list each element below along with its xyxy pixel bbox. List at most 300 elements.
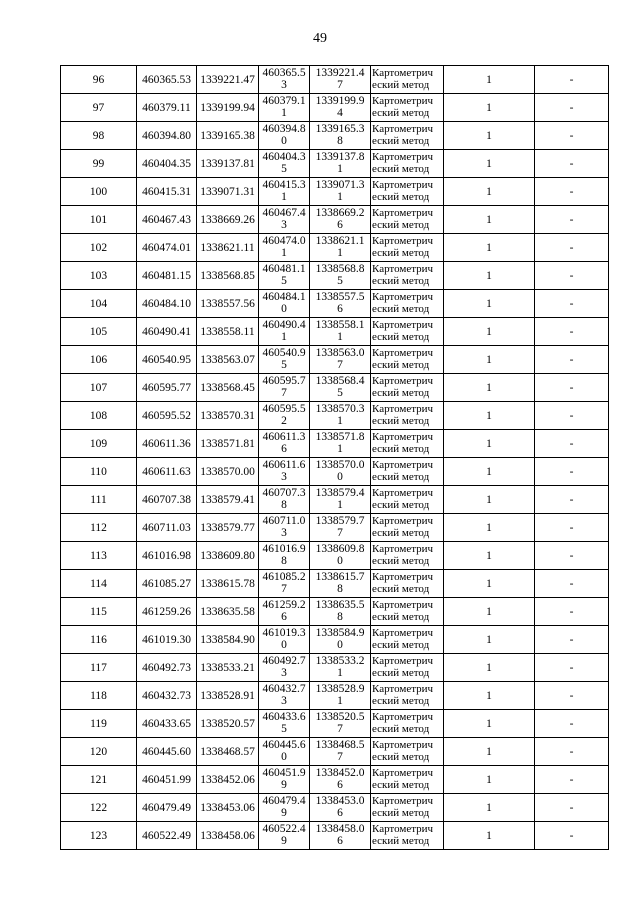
x-coordinate-2-cell-line2: 3 xyxy=(281,79,287,91)
y-coordinate-cell: 1338570.00 xyxy=(197,458,259,486)
method-cell-line2: еский метод xyxy=(372,611,430,623)
note-cell: - xyxy=(535,178,609,206)
accuracy-cell: 1 xyxy=(444,318,535,346)
y-coordinate-2-cell xyxy=(310,542,371,570)
y-coordinate-2-cell-line1: 1338453.0 xyxy=(315,795,365,807)
y-coordinate-cell: 1338453.06 xyxy=(197,794,259,822)
method-cell-line1: Картометрич xyxy=(372,627,434,639)
x-coordinate-2-cell xyxy=(259,206,310,234)
point-number-cell: 110 xyxy=(61,458,137,486)
method-cell-line1: Картометрич xyxy=(372,291,434,303)
y-coordinate-2-cell-line1: 1338669.2 xyxy=(315,207,365,219)
x-coordinate-2-cell xyxy=(259,766,310,794)
y-coordinate-cell: 1338615.78 xyxy=(197,570,259,598)
x-coordinate-2-cell-line1: 460711.0 xyxy=(262,515,306,527)
y-coordinate-2-cell-line1: 1339199.9 xyxy=(315,95,365,107)
y-coordinate-2-cell-line1: 1338458.0 xyxy=(315,823,365,835)
accuracy-cell: 1 xyxy=(444,178,535,206)
method-cell xyxy=(371,710,444,738)
accuracy-cell: 1 xyxy=(444,346,535,374)
method-cell-line1: Картометрич xyxy=(372,515,434,527)
x-coordinate-cell: 460707.38 xyxy=(137,486,197,514)
point-number-cell: 99 xyxy=(61,150,137,178)
method-cell-line2: еский метод xyxy=(372,443,430,455)
method-cell-line1: Картометрич xyxy=(372,179,434,191)
y-coordinate-2-cell-line2: 1 xyxy=(337,415,343,427)
table-row xyxy=(61,682,609,710)
x-coordinate-cell: 460492.73 xyxy=(137,654,197,682)
x-coordinate-2-cell-line1: 460492.7 xyxy=(262,655,306,667)
note-cell: - xyxy=(535,626,609,654)
y-coordinate-2-cell-line1: 1338568.4 xyxy=(315,375,365,387)
y-coordinate-cell: 1338669.26 xyxy=(197,206,259,234)
y-coordinate-2-cell xyxy=(310,738,371,766)
table-row xyxy=(61,122,609,150)
point-number-cell: 100 xyxy=(61,178,137,206)
point-number-cell: 109 xyxy=(61,430,137,458)
note-cell: - xyxy=(535,234,609,262)
y-coordinate-cell: 1338533.21 xyxy=(197,654,259,682)
table-row xyxy=(61,94,609,122)
note-cell: - xyxy=(535,654,609,682)
accuracy-cell: 1 xyxy=(444,738,535,766)
accuracy-cell: 1 xyxy=(444,654,535,682)
table-row xyxy=(61,738,609,766)
y-coordinate-2-cell xyxy=(310,150,371,178)
x-coordinate-2-cell xyxy=(259,402,310,430)
x-coordinate-2-cell-line1: 460522.4 xyxy=(262,823,306,835)
x-coordinate-cell: 460595.77 xyxy=(137,374,197,402)
note-cell: - xyxy=(535,570,609,598)
y-coordinate-2-cell-line1: 1338533.2 xyxy=(315,655,365,667)
x-coordinate-2-cell-line2: 0 xyxy=(281,751,287,763)
y-coordinate-2-cell xyxy=(310,598,371,626)
x-coordinate-2-cell-line1: 460479.4 xyxy=(262,795,306,807)
note-cell: - xyxy=(535,150,609,178)
x-coordinate-2-cell-line2: 2 xyxy=(281,415,287,427)
accuracy-cell: 1 xyxy=(444,94,535,122)
accuracy-cell: 1 xyxy=(444,66,535,94)
x-coordinate-2-cell-line2: 9 xyxy=(281,835,287,847)
y-coordinate-cell: 1338571.81 xyxy=(197,430,259,458)
x-coordinate-cell: 460467.43 xyxy=(137,206,197,234)
y-coordinate-2-cell-line2: 1 xyxy=(337,499,343,511)
method-cell-line2: еский метод xyxy=(372,135,430,147)
method-cell-line1: Картометрич xyxy=(372,123,434,135)
y-coordinate-2-cell-line2: 1 xyxy=(337,163,343,175)
x-coordinate-cell: 460394.80 xyxy=(137,122,197,150)
method-cell xyxy=(371,318,444,346)
method-cell-line2: еский метод xyxy=(372,247,430,259)
x-coordinate-cell: 461019.30 xyxy=(137,626,197,654)
table-row xyxy=(61,262,609,290)
note-cell: - xyxy=(535,794,609,822)
point-number-cell: 115 xyxy=(61,598,137,626)
x-coordinate-2-cell-line1: 460484.1 xyxy=(262,291,306,303)
note-cell: - xyxy=(535,514,609,542)
table-row xyxy=(61,542,609,570)
method-cell xyxy=(371,570,444,598)
x-coordinate-2-cell-line2: 1 xyxy=(281,331,287,343)
method-cell-line1: Картометрич xyxy=(372,739,434,751)
y-coordinate-2-cell-line1: 1338609.8 xyxy=(315,543,365,555)
method-cell-line2: еский метод xyxy=(372,303,430,315)
x-coordinate-2-cell-line2: 6 xyxy=(281,611,287,623)
x-coordinate-2-cell-line1: 460451.9 xyxy=(262,767,306,779)
accuracy-cell: 1 xyxy=(444,626,535,654)
x-coordinate-2-cell-line2: 3 xyxy=(281,219,287,231)
method-cell xyxy=(371,766,444,794)
y-coordinate-2-cell-line1: 1339165.3 xyxy=(315,123,365,135)
y-coordinate-2-cell-line1: 1339137.8 xyxy=(315,151,365,163)
x-coordinate-2-cell-line1: 461259.2 xyxy=(262,599,306,611)
y-coordinate-2-cell xyxy=(310,710,371,738)
x-coordinate-2-cell xyxy=(259,514,310,542)
table-row xyxy=(61,598,609,626)
y-coordinate-2-cell-line1: 1338558.1 xyxy=(315,319,365,331)
point-number-cell: 123 xyxy=(61,822,137,850)
method-cell-line2: еский метод xyxy=(372,555,430,567)
note-cell: - xyxy=(535,486,609,514)
y-coordinate-2-cell-line1: 1338570.0 xyxy=(315,459,365,471)
y-coordinate-2-cell xyxy=(310,682,371,710)
point-number-cell: 111 xyxy=(61,486,137,514)
x-coordinate-2-cell-line1: 460415.3 xyxy=(262,179,306,191)
x-coordinate-2-cell-line1: 460490.4 xyxy=(262,319,306,331)
x-coordinate-cell: 460522.49 xyxy=(137,822,197,850)
method-cell xyxy=(371,206,444,234)
x-coordinate-2-cell xyxy=(259,598,310,626)
y-coordinate-cell: 1338568.45 xyxy=(197,374,259,402)
y-coordinate-2-cell xyxy=(310,458,371,486)
y-coordinate-cell: 1338528.91 xyxy=(197,682,259,710)
y-coordinate-2-cell-line2: 6 xyxy=(337,807,343,819)
accuracy-cell: 1 xyxy=(444,374,535,402)
x-coordinate-2-cell-line2: 1 xyxy=(281,191,287,203)
note-cell: - xyxy=(535,822,609,850)
page-number: 49 xyxy=(313,31,327,46)
x-coordinate-2-cell xyxy=(259,570,310,598)
table-row xyxy=(61,66,609,94)
y-coordinate-2-cell xyxy=(310,794,371,822)
point-number-cell: 119 xyxy=(61,710,137,738)
y-coordinate-2-cell-line2: 0 xyxy=(337,639,343,651)
x-coordinate-2-cell-line1: 460432.7 xyxy=(262,683,306,695)
x-coordinate-2-cell xyxy=(259,430,310,458)
point-number-cell: 105 xyxy=(61,318,137,346)
y-coordinate-2-cell-line1: 1338468.5 xyxy=(315,739,365,751)
method-cell-line1: Картометрич xyxy=(372,403,434,415)
x-coordinate-2-cell-line2: 5 xyxy=(281,359,287,371)
x-coordinate-2-cell-line1: 460379.1 xyxy=(262,95,306,107)
x-coordinate-2-cell xyxy=(259,542,310,570)
y-coordinate-cell: 1338635.58 xyxy=(197,598,259,626)
x-coordinate-2-cell xyxy=(259,122,310,150)
note-cell: - xyxy=(535,682,609,710)
method-cell-line1: Картометрич xyxy=(372,599,434,611)
x-coordinate-2-cell xyxy=(259,262,310,290)
table-row xyxy=(61,150,609,178)
accuracy-cell: 1 xyxy=(444,150,535,178)
table-row xyxy=(61,458,609,486)
table-row xyxy=(61,654,609,682)
x-coordinate-2-cell xyxy=(259,66,310,94)
table-row xyxy=(61,514,609,542)
y-coordinate-2-cell-line1: 1338635.5 xyxy=(315,599,365,611)
method-cell-line2: еский метод xyxy=(372,695,430,707)
method-cell xyxy=(371,150,444,178)
x-coordinate-cell: 460490.41 xyxy=(137,318,197,346)
accuracy-cell: 1 xyxy=(444,122,535,150)
y-coordinate-2-cell xyxy=(310,318,371,346)
method-cell xyxy=(371,402,444,430)
x-coordinate-2-cell-line1: 460433.6 xyxy=(262,711,306,723)
method-cell-line1: Картометрич xyxy=(372,683,434,695)
method-cell-line2: еский метод xyxy=(372,807,430,819)
y-coordinate-2-cell-line2: 1 xyxy=(337,331,343,343)
y-coordinate-2-cell-line1: 1338452.0 xyxy=(315,767,365,779)
table-row xyxy=(61,206,609,234)
x-coordinate-cell: 460611.36 xyxy=(137,430,197,458)
y-coordinate-2-cell-line2: 5 xyxy=(337,275,343,287)
y-coordinate-2-cell xyxy=(310,486,371,514)
point-number-cell: 98 xyxy=(61,122,137,150)
y-coordinate-2-cell-line2: 7 xyxy=(337,79,343,91)
method-cell xyxy=(371,290,444,318)
note-cell: - xyxy=(535,206,609,234)
note-cell: - xyxy=(535,122,609,150)
method-cell xyxy=(371,542,444,570)
method-cell xyxy=(371,822,444,850)
method-cell-line2: еский метод xyxy=(372,583,430,595)
accuracy-cell: 1 xyxy=(444,430,535,458)
y-coordinate-2-cell xyxy=(310,122,371,150)
accuracy-cell: 1 xyxy=(444,598,535,626)
x-coordinate-2-cell-line2: 3 xyxy=(281,667,287,679)
x-coordinate-2-cell-line2: 8 xyxy=(281,555,287,567)
note-cell: - xyxy=(535,598,609,626)
table-row xyxy=(61,290,609,318)
method-cell xyxy=(371,514,444,542)
x-coordinate-2-cell-line1: 460404.3 xyxy=(262,151,306,163)
method-cell-line2: еский метод xyxy=(372,387,430,399)
y-coordinate-cell: 1338579.41 xyxy=(197,486,259,514)
accuracy-cell: 1 xyxy=(444,262,535,290)
method-cell-line2: еский метод xyxy=(372,751,430,763)
x-coordinate-2-cell-line2: 7 xyxy=(281,583,287,595)
y-coordinate-cell: 1338452.06 xyxy=(197,766,259,794)
method-cell-line1: Картометрич xyxy=(372,823,434,835)
y-coordinate-2-cell-line1: 1338570.3 xyxy=(315,403,365,415)
x-coordinate-2-cell xyxy=(259,794,310,822)
y-coordinate-2-cell-line1: 1338568.8 xyxy=(315,263,365,275)
accuracy-cell: 1 xyxy=(444,710,535,738)
y-coordinate-2-cell-line2: 7 xyxy=(337,527,343,539)
method-cell xyxy=(371,458,444,486)
x-coordinate-2-cell-line1: 461016.9 xyxy=(262,543,306,555)
x-coordinate-cell: 461259.26 xyxy=(137,598,197,626)
method-cell-line2: еский метод xyxy=(372,191,430,203)
accuracy-cell: 1 xyxy=(444,766,535,794)
x-coordinate-2-cell xyxy=(259,822,310,850)
y-coordinate-2-cell xyxy=(310,94,371,122)
x-coordinate-2-cell-line1: 460467.4 xyxy=(262,207,306,219)
table-body xyxy=(61,66,609,850)
x-coordinate-cell: 461085.27 xyxy=(137,570,197,598)
x-coordinate-cell: 460481.15 xyxy=(137,262,197,290)
point-number-cell: 97 xyxy=(61,94,137,122)
y-coordinate-cell: 1338558.11 xyxy=(197,318,259,346)
y-coordinate-2-cell-line2: 1 xyxy=(337,443,343,455)
table-row xyxy=(61,374,609,402)
accuracy-cell: 1 xyxy=(444,570,535,598)
table-row xyxy=(61,318,609,346)
y-coordinate-cell: 1338584.90 xyxy=(197,626,259,654)
y-coordinate-2-cell-line1: 1339221.4 xyxy=(315,67,365,79)
x-coordinate-cell: 460433.65 xyxy=(137,710,197,738)
y-coordinate-cell: 1338520.57 xyxy=(197,710,259,738)
x-coordinate-2-cell xyxy=(259,290,310,318)
x-coordinate-2-cell-line1: 460394.8 xyxy=(262,123,306,135)
point-number-cell: 117 xyxy=(61,654,137,682)
method-cell-line1: Картометрич xyxy=(372,67,434,79)
y-coordinate-cell: 1338621.11 xyxy=(197,234,259,262)
table-row xyxy=(61,570,609,598)
method-cell xyxy=(371,682,444,710)
x-coordinate-2-cell-line2: 9 xyxy=(281,807,287,819)
method-cell-line1: Картометрич xyxy=(372,655,434,667)
point-number-cell: 114 xyxy=(61,570,137,598)
note-cell: - xyxy=(535,66,609,94)
y-coordinate-2-cell-line2: 4 xyxy=(337,107,343,119)
y-coordinate-2-cell-line1: 1338621.1 xyxy=(315,235,365,247)
method-cell-line1: Картометрич xyxy=(372,795,434,807)
method-cell xyxy=(371,178,444,206)
method-cell xyxy=(371,430,444,458)
x-coordinate-2-cell-line2: 6 xyxy=(281,443,287,455)
x-coordinate-2-cell-line2: 9 xyxy=(281,779,287,791)
method-cell xyxy=(371,486,444,514)
x-coordinate-2-cell-line1: 460540.9 xyxy=(262,347,306,359)
note-cell: - xyxy=(535,766,609,794)
x-coordinate-2-cell xyxy=(259,626,310,654)
method-cell-line2: еский метод xyxy=(372,639,430,651)
note-cell: - xyxy=(535,374,609,402)
y-coordinate-2-cell-line2: 6 xyxy=(337,835,343,847)
y-coordinate-cell: 1338568.85 xyxy=(197,262,259,290)
point-number-cell: 107 xyxy=(61,374,137,402)
method-cell-line1: Картометрич xyxy=(372,543,434,555)
method-cell xyxy=(371,626,444,654)
x-coordinate-2-cell xyxy=(259,150,310,178)
table-row xyxy=(61,486,609,514)
y-coordinate-2-cell xyxy=(310,290,371,318)
method-cell-line2: еский метод xyxy=(372,499,430,511)
x-coordinate-cell: 460365.53 xyxy=(137,66,197,94)
method-cell xyxy=(371,122,444,150)
x-coordinate-2-cell-line1: 460595.7 xyxy=(262,375,306,387)
y-coordinate-2-cell-line2: 7 xyxy=(337,359,343,371)
point-number-cell: 122 xyxy=(61,794,137,822)
method-cell-line1: Картометрич xyxy=(372,431,434,443)
point-number-cell: 96 xyxy=(61,66,137,94)
note-cell: - xyxy=(535,318,609,346)
x-coordinate-2-cell xyxy=(259,654,310,682)
y-coordinate-2-cell-line1: 1338579.4 xyxy=(315,487,365,499)
table-row xyxy=(61,402,609,430)
x-coordinate-2-cell-line1: 460365.5 xyxy=(262,67,306,79)
y-coordinate-2-cell-line2: 7 xyxy=(337,751,343,763)
method-cell-line2: еский метод xyxy=(372,219,430,231)
x-coordinate-cell: 460711.03 xyxy=(137,514,197,542)
accuracy-cell: 1 xyxy=(444,542,535,570)
method-cell xyxy=(371,654,444,682)
y-coordinate-2-cell-line2: 6 xyxy=(337,303,343,315)
method-cell-line2: еский метод xyxy=(372,723,430,735)
x-coordinate-2-cell xyxy=(259,178,310,206)
accuracy-cell: 1 xyxy=(444,234,535,262)
note-cell: - xyxy=(535,346,609,374)
method-cell-line1: Картометрич xyxy=(372,767,434,779)
y-coordinate-2-cell-line2: 8 xyxy=(337,135,343,147)
x-coordinate-2-cell-line2: 5 xyxy=(281,275,287,287)
y-coordinate-cell: 1338563.07 xyxy=(197,346,259,374)
y-coordinate-2-cell-line1: 1338615.7 xyxy=(315,571,365,583)
x-coordinate-cell: 460595.52 xyxy=(137,402,197,430)
x-coordinate-2-cell xyxy=(259,682,310,710)
y-coordinate-cell: 1339165.38 xyxy=(197,122,259,150)
x-coordinate-2-cell-line2: 0 xyxy=(281,639,287,651)
method-cell-line1: Картометрич xyxy=(372,571,434,583)
table-row xyxy=(61,794,609,822)
note-cell: - xyxy=(535,738,609,766)
accuracy-cell: 1 xyxy=(444,402,535,430)
method-cell-line1: Картометрич xyxy=(372,207,434,219)
method-cell-line2: еский метод xyxy=(372,471,430,483)
method-cell-line2: еский метод xyxy=(372,79,430,91)
y-coordinate-cell: 1339137.81 xyxy=(197,150,259,178)
x-coordinate-2-cell xyxy=(259,374,310,402)
method-cell-line1: Картометрич xyxy=(372,711,434,723)
y-coordinate-2-cell-line2: 6 xyxy=(337,219,343,231)
y-coordinate-2-cell-line2: 0 xyxy=(337,471,343,483)
point-number-cell: 121 xyxy=(61,766,137,794)
x-coordinate-2-cell-line1: 460595.5 xyxy=(262,403,306,415)
y-coordinate-cell: 1339199.94 xyxy=(197,94,259,122)
y-coordinate-2-cell-line1: 1338571.8 xyxy=(315,431,365,443)
y-coordinate-2-cell xyxy=(310,766,371,794)
point-number-cell: 104 xyxy=(61,290,137,318)
y-coordinate-2-cell-line1: 1338563.0 xyxy=(315,347,365,359)
method-cell xyxy=(371,94,444,122)
point-number-cell: 102 xyxy=(61,234,137,262)
y-coordinate-2-cell-line2: 6 xyxy=(337,779,343,791)
x-coordinate-cell: 460479.49 xyxy=(137,794,197,822)
x-coordinate-2-cell-line1: 461085.2 xyxy=(262,571,306,583)
table-row xyxy=(61,346,609,374)
accuracy-cell: 1 xyxy=(444,290,535,318)
method-cell-line1: Картометрич xyxy=(372,487,434,499)
x-coordinate-2-cell-line2: 1 xyxy=(281,107,287,119)
x-coordinate-cell: 460415.31 xyxy=(137,178,197,206)
note-cell: - xyxy=(535,542,609,570)
x-coordinate-2-cell xyxy=(259,458,310,486)
accuracy-cell: 1 xyxy=(444,822,535,850)
point-number-cell: 118 xyxy=(61,682,137,710)
method-cell xyxy=(371,598,444,626)
y-coordinate-cell: 1338570.31 xyxy=(197,402,259,430)
table-row xyxy=(61,766,609,794)
